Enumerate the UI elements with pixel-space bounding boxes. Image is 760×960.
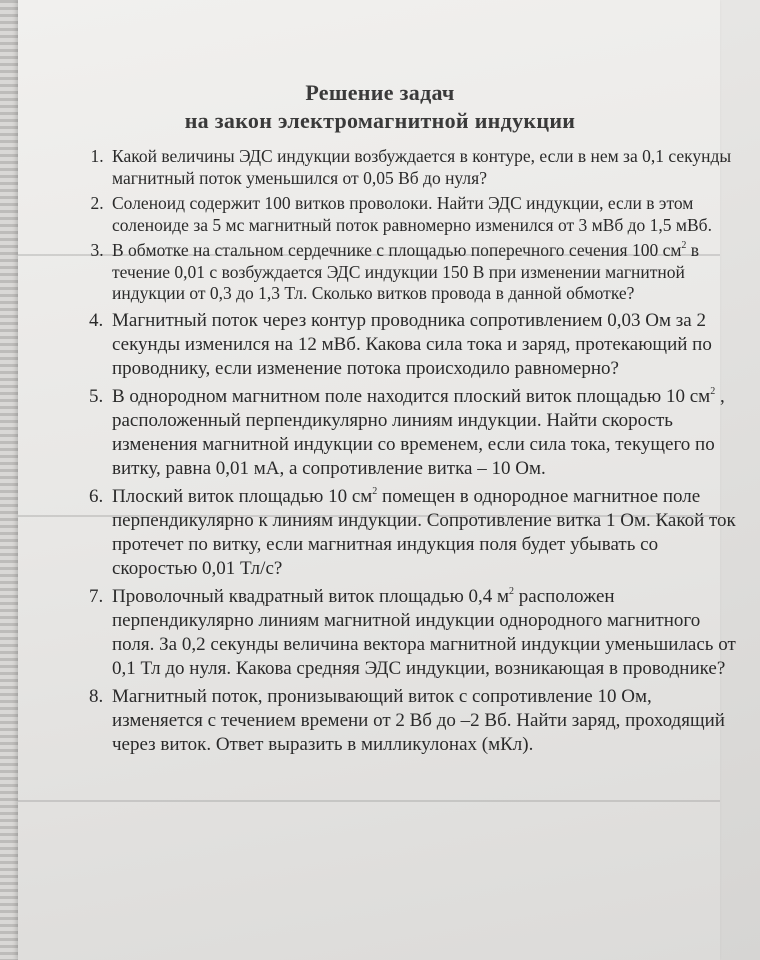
underlying-sheet-edge <box>0 0 18 960</box>
task-item: 4. Магнитный поток через контур проводника сопротивлением 0,03 Ом за 2 секунды изменился на 12 мВб. Какова сила тока и заряд, протекающий по проводнику, если изменение потока происходило равномерно? <box>108 309 738 381</box>
task-item: 5. В однородном магнитном поле находится плоский виток площадью 10 $см^2$ , расположенный перпендикулярно линиям индукции. Найти скорость изменения магнитной индукции со временем, если сила тока, текущего по витку, равна 0,01 мА, а сопротивление витка – 10 Ом. <box>108 385 738 481</box>
page-subtitle: на закон электромагнитной индукции <box>184 108 576 133</box>
task-list <box>66 146 738 761</box>
task-item: 7. Проволочный квадратный виток площадью 0,4 $м^2$ расположен перпендикулярно линиям магнитной индукции однородного магнитного поля. За 0,2 секунды величина вектора магнитной индукции уменьшилась от 0,1 Тл до нуля. Какова средняя ЭДС индукции, возникающая в проводнике? <box>108 585 738 681</box>
task-item: 1. Какой величины ЭДС индукции возбуждается в контуре, если в нем за 0,1 секунды магнитный поток уменьшился от 0,05 Вб до нуля? <box>108 146 738 189</box>
page-title: Решение задач <box>305 80 455 105</box>
task-item: 6. Плоский виток площадью 10 $см^2$ помещен в однородное магнитное поле перпендикулярно к линиям индукции. Сопротивление витка 1 Ом. Какой ток протечет по витку, если магнитная индукция поля будет убывать со скоростью 0,01 Тл/с? <box>108 485 738 581</box>
task-item: 2. Соленоид содержит 100 витков проволоки. Найти ЭДС индукции, если в этом соленоиде за 5 мс магнитный поток равномерно изменился от 3 мВб до 1,5 мВб. <box>108 193 738 236</box>
task-item: 8. Магнитный поток, пронизывающий виток с сопротивление 10 Ом, изменяется с течением времени от 2 Вб до –2 Вб. Найти заряд, проходящий через виток. Ответ выразить в милликулонах (мКл). <box>108 685 738 757</box>
task-item: 3. В обмотке на стальном сердечнике с площадью поперечного сечения 100 $см^2$ в течение 0,01 с возбуждается ЭДС индукции 150 В при изменении магнитной индукции от 0,3 до 1,3 Тл. Сколько витков провода в данной обмотке? <box>108 240 738 305</box>
fold-line <box>18 800 720 802</box>
